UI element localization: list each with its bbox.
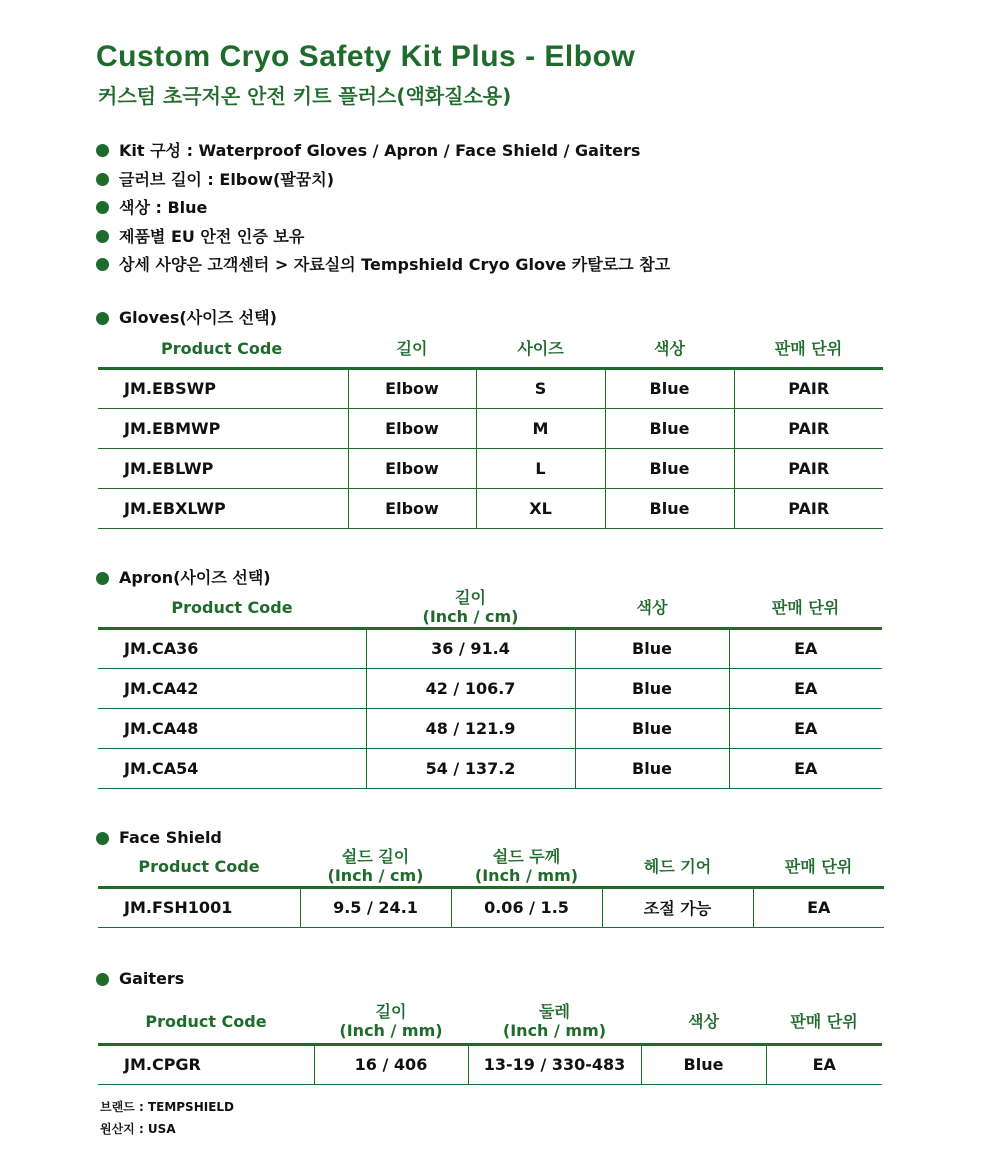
table-row [98, 368, 883, 408]
size-cell: M [476, 408, 605, 448]
table-row [98, 708, 882, 748]
column-header: 색상 [575, 588, 729, 628]
product-code-cell: JM.CA36 [98, 628, 366, 668]
bullet-dot-icon [96, 173, 109, 186]
feature-item [96, 254, 670, 283]
color-cell: Blue [575, 748, 729, 788]
color-cell: Blue [605, 488, 734, 528]
column-header: 헤드 기어 [602, 847, 753, 887]
column-header: 길이 (Inch / mm) [314, 1000, 468, 1044]
feature-text: 색상 : Blue [119, 198, 208, 218]
column-header: Product Code [98, 330, 348, 368]
face-shield-table [98, 847, 884, 928]
column-header: Product Code [98, 588, 366, 628]
feature-text: 제품별 EU 안전 인증 보유 [119, 226, 305, 246]
gaiters-table [98, 1000, 882, 1085]
column-header: 사이즈 [476, 330, 605, 368]
apron-table [98, 588, 882, 789]
unit-cell: PAIR [734, 488, 883, 528]
table-row [98, 1044, 882, 1084]
table-row [98, 488, 883, 528]
unit-cell: EA [729, 628, 882, 668]
feature-text: 글러브 길이 : Elbow(팔꿈치) [119, 169, 335, 189]
column-header: 둘레 (Inch / mm) [468, 1000, 641, 1044]
bullet-dot-icon [96, 312, 109, 325]
column-header: 판매 단위 [766, 1000, 882, 1044]
table-header-row [98, 588, 882, 628]
color-cell: Blue [575, 668, 729, 708]
page-subtitle: 커스텀 초극저온 안전 키트 플러스(액화질소용) [98, 84, 512, 108]
column-header: Product Code [98, 847, 300, 887]
unit-cell: PAIR [734, 408, 883, 448]
feature-item [96, 226, 670, 255]
color-cell: Blue [575, 708, 729, 748]
headgear-cell: 조절 가능 [602, 887, 753, 927]
face-shield-heading [96, 828, 222, 848]
product-code-cell: JM.CA54 [98, 748, 366, 788]
shield-thickness-cell: 0.06 / 1.5 [451, 887, 602, 927]
brand-info: 브랜드 : TEMPSHIELD [100, 1100, 235, 1114]
color-cell: Blue [605, 448, 734, 488]
length-cell: 36 / 91.4 [366, 628, 575, 668]
color-cell: Blue [605, 368, 734, 408]
origin-info: 원산지 : USA [100, 1122, 176, 1136]
column-header: 길이 (Inch / cm) [366, 588, 575, 628]
column-header: 판매 단위 [734, 330, 883, 368]
bullet-dot-icon [96, 230, 109, 243]
product-code-cell: JM.EBLWP [98, 448, 348, 488]
product-code-cell: JM.EBMWP [98, 408, 348, 448]
unit-cell: EA [729, 708, 882, 748]
product-code-cell: JM.CA42 [98, 668, 366, 708]
bullet-dot-icon [96, 572, 109, 585]
length-cell: Elbow [348, 368, 476, 408]
face-shield-heading-text: Face Shield [119, 828, 222, 847]
gaiters-heading-text: Gaiters [119, 969, 185, 988]
product-code-cell: JM.CPGR [98, 1044, 314, 1084]
shield-length-cell: 9.5 / 24.1 [300, 887, 451, 927]
feature-item [96, 140, 670, 169]
size-cell: S [476, 368, 605, 408]
column-header: 판매 단위 [753, 847, 884, 887]
table-row [98, 887, 884, 927]
page-title: Custom Cryo Safety Kit Plus - Elbow [96, 40, 636, 73]
feature-item [96, 197, 670, 226]
feature-text: Kit 구성 : Waterproof Gloves / Apron / Face Shield / Gaiters [119, 141, 641, 160]
length-cell: Elbow [348, 488, 476, 528]
column-header: 쉴드 길이 (Inch / cm) [300, 847, 451, 887]
length-cell: 16 / 406 [314, 1044, 468, 1084]
column-header: 판매 단위 [729, 588, 882, 628]
feature-text: 상세 사양은 고객센터 > 자료실의 Tempshield Cryo Glove 카탈로그 참고 [119, 255, 671, 275]
gloves-table [98, 330, 883, 529]
product-code-cell: JM.EBXLWP [98, 488, 348, 528]
column-header: 색상 [641, 1000, 766, 1044]
apron-heading-text: Apron(사이즈 선택) [119, 568, 271, 587]
bullet-dot-icon [96, 973, 109, 986]
gloves-heading [96, 308, 277, 328]
column-header: 색상 [605, 330, 734, 368]
product-code-cell: JM.FSH1001 [98, 887, 300, 927]
table-row [98, 408, 883, 448]
unit-cell: EA [729, 668, 882, 708]
size-cell: L [476, 448, 605, 488]
bullet-dot-icon [96, 258, 109, 271]
unit-cell: PAIR [734, 368, 883, 408]
table-row [98, 448, 883, 488]
product-code-cell: JM.EBSWP [98, 368, 348, 408]
length-cell: Elbow [348, 408, 476, 448]
column-header: Product Code [98, 1000, 314, 1044]
circumference-cell: 13-19 / 330-483 [468, 1044, 641, 1084]
apron-heading [96, 568, 271, 588]
gloves-heading-text: Gloves(사이즈 선택) [119, 308, 277, 327]
feature-list [96, 140, 670, 283]
bullet-dot-icon [96, 832, 109, 845]
length-cell: Elbow [348, 448, 476, 488]
table-header-row [98, 330, 883, 368]
table-header-row [98, 1000, 882, 1044]
table-header-row [98, 847, 884, 887]
length-cell: 54 / 137.2 [366, 748, 575, 788]
unit-cell: EA [729, 748, 882, 788]
unit-cell: PAIR [734, 448, 883, 488]
bullet-dot-icon [96, 201, 109, 214]
gaiters-heading [96, 969, 184, 989]
product-code-cell: JM.CA48 [98, 708, 366, 748]
column-header: 쉴드 두께 (Inch / mm) [451, 847, 602, 887]
length-cell: 48 / 121.9 [366, 708, 575, 748]
bullet-dot-icon [96, 144, 109, 157]
feature-item [96, 169, 670, 198]
table-row [98, 668, 882, 708]
color-cell: Blue [641, 1044, 766, 1084]
color-cell: Blue [575, 628, 729, 668]
column-header: 길이 [348, 330, 476, 368]
table-row [98, 748, 882, 788]
color-cell: Blue [605, 408, 734, 448]
unit-cell: EA [766, 1044, 882, 1084]
size-cell: XL [476, 488, 605, 528]
length-cell: 42 / 106.7 [366, 668, 575, 708]
table-row [98, 628, 882, 668]
unit-cell: EA [753, 887, 884, 927]
